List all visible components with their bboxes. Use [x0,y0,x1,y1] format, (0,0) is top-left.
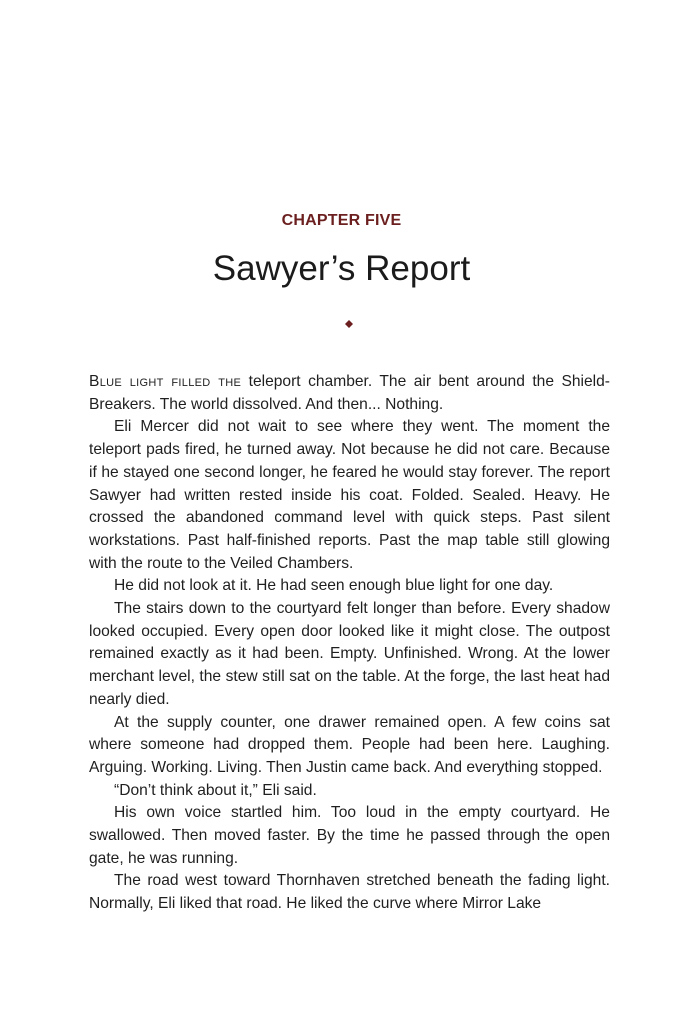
paragraph-2: Eli Mercer did not wait to see where they went. The moment the teleport pads fired, he turned away. Not because he did not care. Because if he stayed one second longer, he feared he would stay forever. The report Sawyer had written rested inside his coat. Folded. Sealed. Heavy. He crossed the abandoned command level with quick steps. Past silent workstations. Past half-finished reports. Past the map table still glowing with the route to the Veiled Chambers. [89,418,610,572]
diamond-ornament-icon [345,320,353,328]
chapter-body [89,371,610,916]
opening-small-caps: Blue light filled the [89,373,242,390]
paragraph-5: At the supply counter, one drawer remained open. A few coins sat where someone had dropped them. People had been here. Laughing. Arguing. Working. Living. Then Justin came back. And everything stopped. [89,713,610,776]
paragraph-3: He did not look at it. He had seen enough blue light for one day. [114,577,554,595]
paragraph-8: The road west toward Thornhaven stretched beneath the fading light. Normally, Eli liked that road. He liked the curve where Mirror Lake [89,872,610,913]
paragraph-1 [89,371,610,416]
paragraph-1-text: teleport chamber. The air bent around the Shield-Breakers. The world dissolved. And then... Nothing. [89,373,610,413]
chapter-number: CHAPTER FIVE [281,212,402,229]
paragraph-4: The stairs down to the courtyard felt longer than before. Every shadow looked occupied. Every open door looked like it might close. The outpost remained exactly as it had been. Empty. Unfinished. Wrong. At the lower merchant level, the stew still sat on the table. At the forge, the last heat had nearly died. [89,600,610,708]
chapter-title: Sawyer’s Report [212,249,471,288]
paragraph-6: “Don’t think about it,” Eli said. [114,781,317,799]
paragraph-7: His own voice startled him. Too loud in the empty courtyard. He swallowed. Then moved faster. By the time he passed through the open gate, he was running. [89,804,610,867]
